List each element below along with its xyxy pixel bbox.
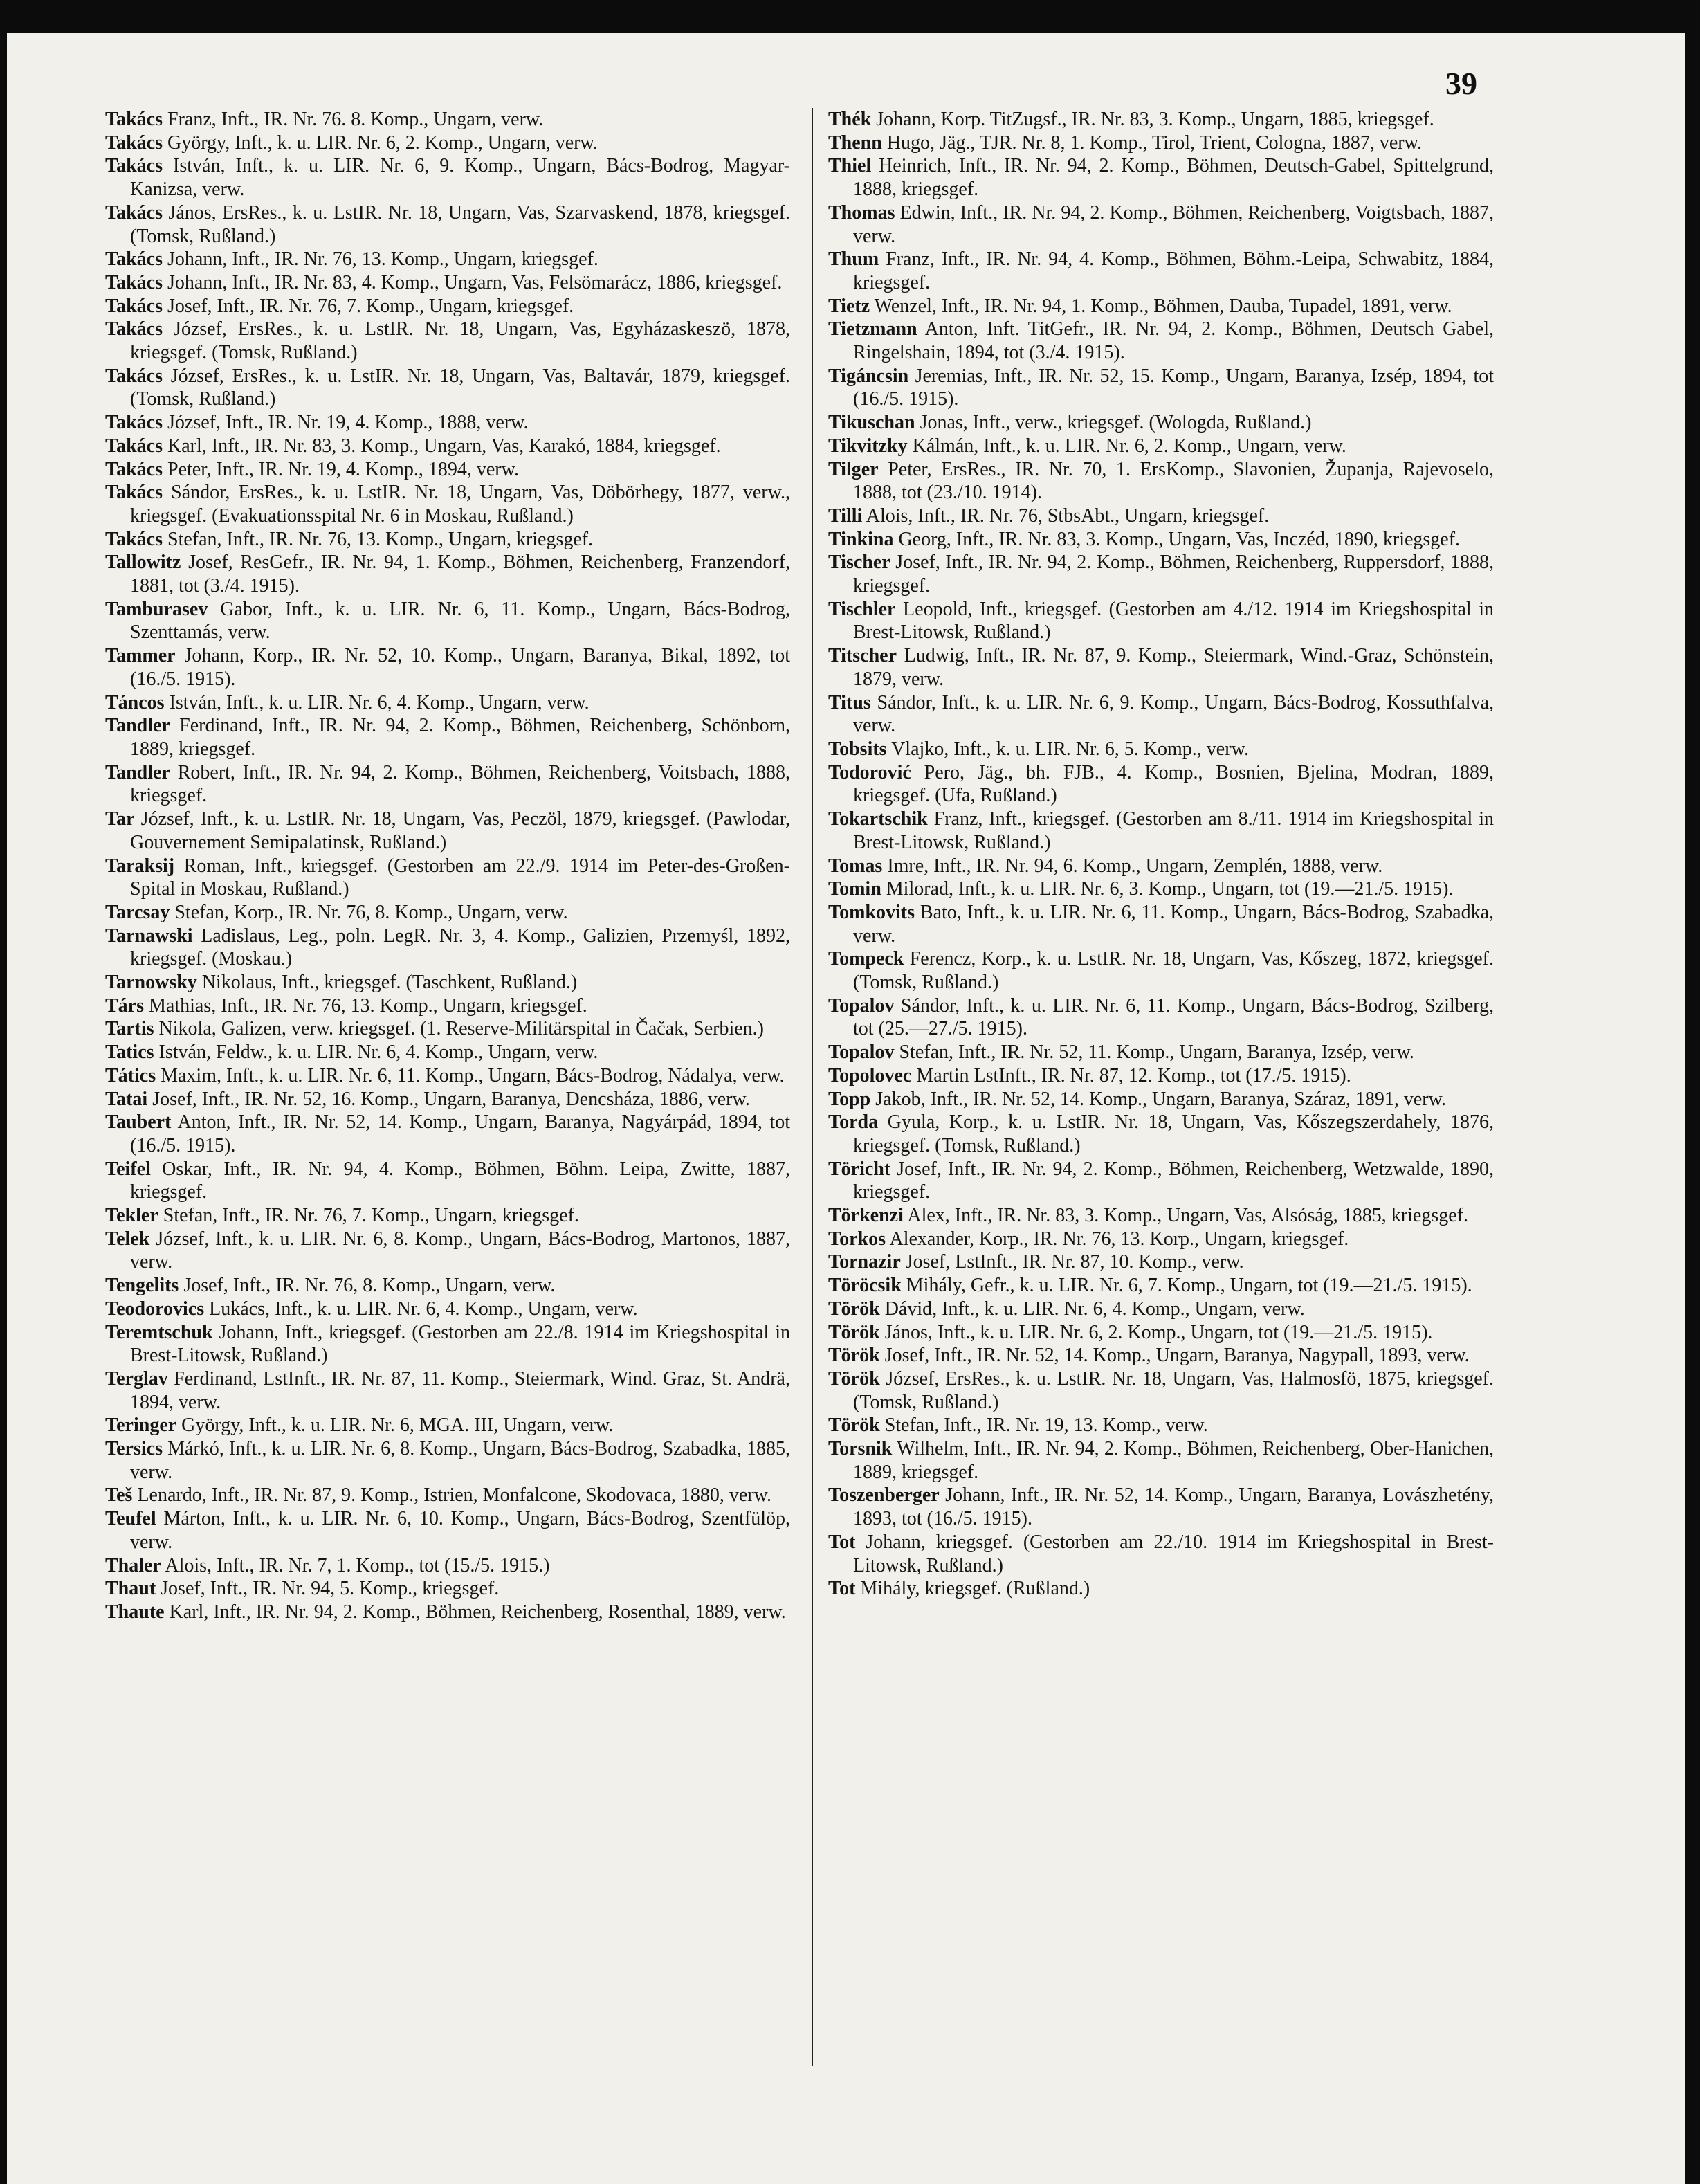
entry-details: Franz, Inft., kriegsgef. (Gestorben am 8./11. 1914 im Kriegshospital in Brest-Litowsk, Rußland.) [853, 808, 1494, 853]
casualty-entry [828, 458, 1494, 504]
casualty-entry [105, 1554, 790, 1578]
casualty-entry [828, 108, 1494, 131]
casualty-entry [105, 598, 790, 644]
casualty-entry [828, 1298, 1494, 1321]
entry-details: István, Inft., k. u. LIR. Nr. 6, 4. Komp., Ungarn, verw. [164, 691, 589, 713]
surname: Tikvitzky [828, 435, 908, 457]
surname: Takács [105, 528, 163, 550]
entry-details: Stefan, Inft., IR. Nr. 76, 7. Komp., Ungarn, kriegsgef. [158, 1205, 579, 1227]
entry-details: György, Inft., k. u. LIR. Nr. 6, MGA. III, Ungarn, verw. [176, 1414, 614, 1437]
entry-details: Stefan, Inft., IR. Nr. 76, 13. Komp., Ungarn, kriegsgef. [163, 528, 594, 550]
surname: Takács [105, 295, 163, 317]
casualty-entry [105, 458, 790, 482]
surname: Török [828, 1298, 880, 1320]
surname: Takács [105, 109, 163, 130]
left-column [105, 108, 790, 1624]
entry-details: Stefan, Inft., IR. Nr. 52, 11. Komp., Ungarn, Baranya, Izsép, verw. [894, 1041, 1414, 1064]
casualty-entry [105, 365, 790, 411]
casualty-entry [828, 201, 1494, 248]
entry-details: Josef, Inft., IR. Nr. 94, 2. Komp., Böhmen, Reichenberg, Ruppersdorf, 1888, kriegsgef. [853, 552, 1494, 597]
casualty-entry [105, 808, 790, 854]
surname: Tinkina [828, 528, 894, 550]
casualty-entry [828, 504, 1494, 528]
surname: Teš [105, 1484, 133, 1507]
entry-details: József, ErsRes., k. u. LstIR. Nr. 18, Ungarn, Vas, Baltavár, 1879, kriegsgef. (Tomsk, Rußland.) [130, 365, 790, 410]
entry-details: Stefan, Korp., IR. Nr. 76, 8. Komp., Ungarn, verw. [170, 901, 568, 923]
casualty-entry [828, 1437, 1494, 1484]
surname: Török [828, 1321, 880, 1343]
surname: Tartis [105, 1018, 154, 1040]
surname: Török [828, 1367, 880, 1390]
entry-details: Jakob, Inft., IR. Nr. 52, 14. Komp., Ungarn, Baranya, Száraz, 1891, verw. [870, 1088, 1447, 1110]
surname: Thum [828, 248, 879, 271]
surname: Takács [105, 482, 163, 504]
entry-details: Sándor, ErsRes., k. u. LstIR. Nr. 18, Ungarn, Vas, Döbörhegy, 1877, verw., kriegsgef. (Evakuationsspital Nr. 6 in Moskau, Rußland.) [130, 482, 790, 527]
entry-details: József, Inft., k. u. LIR. Nr. 6, 8. Komp., Ungarn, Bács-Bodrog, Martonos, 1887, verw. [130, 1228, 790, 1273]
entry-details: Imre, Inft., IR. Nr. 94, 6. Komp., Ungarn, Zemplén, 1888, verw. [882, 855, 1383, 877]
surname: Tigáncsin [828, 365, 909, 387]
casualty-entry [828, 1577, 1494, 1601]
column-divider [812, 108, 813, 2066]
entry-details: Johann, kriegsgef. (Gestorben am 22./10. 1914 im Kriegshospital in Brest-Litowsk, Rußland.) [853, 1531, 1494, 1576]
surname: Takács [105, 248, 163, 271]
surname: Takács [105, 201, 163, 224]
casualty-entry [105, 1437, 790, 1484]
surname: Tarnawski [105, 925, 193, 947]
casualty-entry [105, 1064, 790, 1088]
casualty-entry [105, 1041, 790, 1064]
casualty-entry [828, 318, 1494, 364]
surname: Thaut [105, 1578, 156, 1600]
surname: Tikuschan [828, 412, 915, 434]
casualty-entry [828, 598, 1494, 644]
entry-details: Mihály, kriegsgef. (Rußland.) [855, 1578, 1090, 1600]
surname: Teringer [105, 1414, 177, 1437]
casualty-entry [828, 1228, 1494, 1251]
surname: Tarcsay [105, 901, 170, 923]
entry-details: Kálmán, Inft., k. u. LIR. Nr. 6, 2. Komp., Ungarn, verw. [907, 435, 1346, 457]
document-page [7, 33, 1685, 2184]
entry-details: Georg, Inft., IR. Nr. 83, 3. Komp., Ungarn, Vas, Inczéd, 1890, kriegsgef. [893, 528, 1461, 550]
surname: Takács [105, 155, 163, 177]
surname: Tomkovits [828, 901, 915, 923]
casualty-entry [828, 738, 1494, 761]
casualty-entry [105, 528, 790, 552]
surname: Takács [105, 131, 163, 154]
casualty-entry [105, 925, 790, 971]
entry-details: Franz, Inft., IR. Nr. 76. 8. Komp., Ungarn, verw. [163, 109, 544, 130]
casualty-entry [105, 1414, 790, 1437]
surname: Thaler [105, 1554, 161, 1576]
entry-details: Alois, Inft., IR. Nr. 76, StbsAbt., Ungarn, kriegsgef. [862, 504, 1270, 527]
entry-details: Heinrich, Inft., IR. Nr. 94, 2. Komp., Böhmen, Deutsch-Gabel, Spittelgrund, 1888, kriegsgef. [853, 155, 1494, 201]
casualty-entry [105, 1111, 790, 1157]
casualty-entry [828, 1344, 1494, 1367]
surname: Török [828, 1345, 880, 1367]
entry-details: Ludwig, Inft., IR. Nr. 87, 9. Komp., Steiermark, Wind.-Graz, Schönstein, 1879, verw. [853, 645, 1494, 690]
surname: Takács [105, 365, 163, 387]
surname: Tomas [828, 855, 883, 877]
casualty-entry [105, 1158, 790, 1204]
casualty-entry [105, 108, 790, 131]
entry-details: Ferencz, Korp., k. u. LstIR. Nr. 18, Ungarn, Vas, Kőszeg, 1872, kriegsgef. (Tomsk, Rußland.) [853, 948, 1494, 994]
surname: Tot [828, 1531, 856, 1553]
entry-details: Karl, Inft., IR. Nr. 94, 2. Komp., Böhmen, Reichenberg, Rosenthal, 1889, verw. [164, 1601, 786, 1623]
surname: Tarnowsky [105, 972, 197, 994]
casualty-entry [828, 1367, 1494, 1414]
surname: Törkenzi [828, 1205, 904, 1227]
surname: Topalov [828, 994, 895, 1017]
casualty-entry [105, 1204, 790, 1228]
entry-details: Mathias, Inft., IR. Nr. 76, 13. Komp., Ungarn, kriegsgef. [144, 994, 587, 1017]
surname: Terglav [105, 1367, 168, 1390]
casualty-entry [105, 1321, 790, 1367]
entry-details: Stefan, Inft., IR. Nr. 19, 13. Komp., verw. [879, 1414, 1208, 1437]
entry-details: József, ErsRes., k. u. LstIR. Nr. 18, Ungarn, Vas, Halmosfö, 1875, kriegsgef. (Tomsk, Rußland.) [853, 1367, 1494, 1413]
casualty-entry [828, 1088, 1494, 1111]
surname: Töricht [828, 1158, 891, 1180]
casualty-entry [828, 1414, 1494, 1437]
entry-details: Dávid, Inft., k. u. LIR. Nr. 6, 4. Komp., Ungarn, verw. [879, 1298, 1305, 1320]
surname: Teodorovics [105, 1298, 205, 1320]
casualty-entry [828, 994, 1494, 1041]
surname: Tilger [828, 458, 879, 480]
entry-details: Anton, Inft. TitGefr., IR. Nr. 94, 2. Komp., Böhmen, Deutsch Gabel, Ringelshain, 1894, tot (3./4. 1915). [853, 318, 1494, 364]
entry-details: Josef, Inft., IR. Nr. 76, 8. Komp., Ungarn, verw. [179, 1275, 556, 1297]
entry-details: Jonas, Inft., verw., kriegsgef. (Wologda, Rußland.) [915, 412, 1312, 434]
surname: Társ [105, 994, 144, 1017]
surname: Thék [828, 109, 872, 130]
casualty-entry [828, 1484, 1494, 1530]
casualty-entry [828, 947, 1494, 994]
casualty-entry [828, 1064, 1494, 1088]
surname: Taubert [105, 1111, 172, 1134]
surname: Tandler [105, 715, 170, 737]
entry-details: Robert, Inft., IR. Nr. 94, 2. Komp., Böhmen, Reichenberg, Voitsbach, 1888, kriegsgef. [130, 761, 790, 807]
casualty-entry [828, 691, 1494, 738]
surname: Tátics [105, 1064, 156, 1086]
casualty-entry [828, 1158, 1494, 1204]
entry-details: Bato, Inft., k. u. LIR. Nr. 6, 11. Komp., Ungarn, Bács-Bodrog, Szabadka, verw. [853, 901, 1494, 947]
surname: Tompeck [828, 948, 904, 970]
surname: Tengelits [105, 1275, 179, 1297]
entry-details: Ferdinand, LstInft., IR. Nr. 87, 11. Komp., Steiermark, Wind. Graz, St. Andrä, 1894, verw. [130, 1367, 790, 1413]
entry-details: József, ErsRes., k. u. LstIR. Nr. 18, Ungarn, Vas, Egyházaskeszö, 1878, kriegsgef. (Tomsk, Rußland.) [130, 318, 790, 364]
casualty-entry [105, 1017, 790, 1041]
entry-details: Gyula, Korp., k. u. LstIR. Nr. 18, Ungarn, Vas, Kőszegszerdahely, 1876, kriegsgef. (Tomsk, Rußland.) [853, 1111, 1494, 1156]
surname: Táncos [105, 691, 165, 713]
entry-details: Nikola, Galizen, verw. kriegsgef. (1. Reserve-Militärspital in Čačak, Serbien.) [154, 1018, 764, 1040]
entry-details: István, Inft., k. u. LIR. Nr. 6, 9. Komp., Ungarn, Bács-Bodrog, Magyar-Kanizsa, verw. [130, 155, 790, 201]
entry-details: Alexander, Korp., IR. Nr. 76, 13. Korp., Ungarn, kriegsgef. [886, 1228, 1349, 1250]
casualty-entry [105, 691, 790, 715]
casualty-entry [828, 295, 1494, 318]
casualty-entry [105, 761, 790, 808]
entry-details: Sándor, Inft., k. u. LIR. Nr. 6, 11. Komp., Ungarn, Bács-Bodrog, Szilberg, tot (25.—27./5. 1915). [853, 994, 1494, 1040]
entry-details: Leopold, Inft., kriegsgef. (Gestorben am 4./12. 1914 im Kriegshospital in Brest-Litowsk, Rußland.) [853, 598, 1494, 644]
entry-details: Pero, Jäg., bh. FJB., 4. Komp., Bosnien, Bjelina, Modran, 1889, kriegsgef. (Ufa, Rußland.) [853, 761, 1494, 807]
surname: Tekler [105, 1205, 158, 1227]
casualty-entry [105, 644, 790, 691]
casualty-entry [828, 1204, 1494, 1228]
surname: Tot [828, 1578, 856, 1600]
casualty-entry [828, 551, 1494, 597]
entry-details: Johann, Korp., IR. Nr. 52, 10. Komp., Ungarn, Baranya, Bikal, 1892, tot (16./5. 1915). [130, 645, 790, 690]
entry-details: Johann, Inft., IR. Nr. 52, 14. Komp., Ungarn, Baranya, Lovászhetény, 1893, tot (16./5. 1915). [853, 1484, 1494, 1530]
surname: Tammer [105, 645, 176, 667]
entry-details: Ferdinand, Inft., IR. Nr. 94, 2. Komp., Böhmen, Reichenberg, Schönborn, 1889, kriegsgef. [130, 715, 790, 760]
entry-details: Sándor, Inft., k. u. LIR. Nr. 6, 9. Komp., Ungarn, Bács-Bodrog, Kossuthfalva, verw. [853, 691, 1494, 737]
entry-details: Lukács, Inft., k. u. LIR. Nr. 6, 4. Komp., Ungarn, verw. [204, 1298, 638, 1320]
entry-details: Vlajko, Inft., k. u. LIR. Nr. 6, 5. Komp., verw. [886, 738, 1249, 760]
surname: Tersics [105, 1438, 163, 1460]
surname: Tomin [828, 878, 881, 900]
surname: Topalov [828, 1041, 895, 1064]
casualty-entry [828, 761, 1494, 808]
surname: Toszenberger [828, 1484, 940, 1507]
surname: Takács [105, 458, 163, 480]
casualty-entry [828, 411, 1494, 435]
surname: Teufel [105, 1508, 156, 1530]
entry-details: Johann, Inft., IR. Nr. 83, 4. Komp., Ungarn, Vas, Felsömarácz, 1886, kriegsgef. [163, 271, 783, 293]
surname: Tornazir [828, 1251, 901, 1273]
casualty-entry [105, 295, 790, 318]
casualty-entry [105, 1298, 790, 1321]
surname: Tietz [828, 295, 870, 317]
surname: Tatics [105, 1041, 154, 1064]
casualty-entry [828, 365, 1494, 411]
casualty-entry [105, 131, 790, 155]
casualty-entry [828, 877, 1494, 901]
casualty-entry [105, 248, 790, 271]
entry-details: János, Inft., k. u. LIR. Nr. 6, 2. Komp., Ungarn, tot (19.—21./5. 1915). [879, 1321, 1433, 1343]
entry-details: Nikolaus, Inft., kriegsgef. (Taschkent, Rußland.) [196, 972, 578, 994]
casualty-entry [105, 855, 790, 901]
entry-details: Josef, Inft., IR. Nr. 52, 16. Komp., Ungarn, Baranya, Dencsháza, 1886, verw. [147, 1088, 750, 1110]
entry-details: Martin LstInft., IR. Nr. 87, 12. Komp., tot (17./5. 1915). [911, 1064, 1351, 1086]
casualty-entry [828, 901, 1494, 947]
casualty-entry [828, 808, 1494, 854]
casualty-entry [828, 1531, 1494, 1577]
casualty-entry [105, 1088, 790, 1111]
surname: Thomas [828, 201, 895, 224]
entry-details: Wilhelm, Inft., IR. Nr. 94, 2. Komp., Böhmen, Reichenberg, Ober-Hanichen, 1889, kriegsgef. [853, 1438, 1494, 1483]
entry-details: Jeremias, Inft., IR. Nr. 52, 15. Komp., Ungarn, Baranya, Izsép, 1894, tot (16./5. 1915). [853, 365, 1494, 410]
surname: Tandler [105, 761, 170, 783]
casualty-entry [105, 271, 790, 295]
surname: Taraksij [105, 855, 175, 877]
surname: Thenn [828, 131, 882, 154]
entry-details: Gabor, Inft., k. u. LIR. Nr. 6, 11. Komp., Ungarn, Bács-Bodrog, Szenttamás, verw. [130, 598, 790, 644]
entry-details: György, Inft., k. u. LIR. Nr. 6, 2. Komp., Ungarn, verw. [163, 131, 598, 154]
surname: Takács [105, 412, 163, 434]
casualty-entry [828, 855, 1494, 878]
casualty-entry [828, 1250, 1494, 1274]
casualty-entry [105, 1601, 790, 1624]
surname: Tar [105, 808, 135, 830]
casualty-entry [828, 1041, 1494, 1064]
entry-details: Lenardo, Inft., IR. Nr. 87, 9. Komp., Istrien, Monfalcone, Skodovaca, 1880, verw. [132, 1484, 771, 1507]
casualty-entry [105, 1507, 790, 1554]
casualty-entry [828, 528, 1494, 552]
casualty-entry [828, 644, 1494, 691]
casualty-entry [105, 901, 790, 925]
casualty-entry [105, 994, 790, 1018]
surname: Tischler [828, 598, 896, 620]
casualty-entry [828, 435, 1494, 458]
entry-details: Josef, Inft., IR. Nr. 94, 5. Komp., kriegsgef. [156, 1578, 500, 1600]
entry-details: Wenzel, Inft., IR. Nr. 94, 1. Komp., Böhmen, Dauba, Tupadel, 1891, verw. [870, 295, 1452, 317]
casualty-entry [828, 1274, 1494, 1298]
entry-details: Ladislaus, Leg., poln. LegR. Nr. 3, 4. Komp., Galizien, Przemyśl, 1892, kriegsgef. (Moskau.) [130, 925, 790, 970]
casualty-entry [105, 971, 790, 994]
casualty-entry [828, 131, 1494, 155]
surname: Töröcsik [828, 1275, 902, 1297]
casualty-entry [105, 411, 790, 435]
surname: Török [828, 1414, 880, 1437]
surname: Tietzmann [828, 318, 917, 340]
casualty-entry [105, 1367, 790, 1414]
right-column [828, 108, 1494, 1601]
entry-details: Alex, Inft., IR. Nr. 83, 3. Komp., Ungarn, Vas, Alsóság, 1885, kriegsgef. [903, 1205, 1468, 1227]
entry-details: Franz, Inft., IR. Nr. 94, 4. Komp., Böhmen, Böhm.-Leipa, Schwabitz, 1884, kriegsgef. [853, 248, 1494, 293]
surname: Topolovec [828, 1064, 912, 1086]
surname: Telek [105, 1228, 150, 1250]
surname: Titus [828, 691, 871, 713]
entry-details: Peter, ErsRes., IR. Nr. 70, 1. ErsKomp., Slavonien, Županja, Rajevoselo, 1888, tot (23./10. 1914). [853, 458, 1494, 504]
entry-details: János, ErsRes., k. u. LstIR. Nr. 18, Ungarn, Vas, Szarvaskend, 1878, kriegsgef. (Tomsk, Rußland.) [130, 201, 790, 247]
surname: Tischer [828, 552, 890, 574]
entry-details: Edwin, Inft., IR. Nr. 94, 2. Komp., Böhmen, Reichenberg, Voigtsbach, 1887, verw. [853, 201, 1494, 247]
surname: Thaute [105, 1601, 165, 1623]
casualty-entry [105, 481, 790, 527]
surname: Torda [828, 1111, 879, 1134]
casualty-entry [105, 318, 790, 364]
entry-details: Karl, Inft., IR. Nr. 83, 3. Komp., Ungarn, Vas, Karakó, 1884, kriegsgef. [163, 435, 721, 457]
entry-details: József, Inft., k. u. LstIR. Nr. 18, Ungarn, Vas, Peczöl, 1879, kriegsgef. (Pawlodar, Gouvernement Semipalatinsk, Rußland.) [130, 808, 790, 853]
casualty-entry [828, 154, 1494, 201]
casualty-entry [828, 1111, 1494, 1157]
surname: Tobsits [828, 738, 887, 760]
entry-details: István, Feldw., k. u. LIR. Nr. 6, 4. Komp., Ungarn, verw. [154, 1041, 598, 1064]
entry-details: József, Inft., IR. Nr. 19, 4. Komp., 1888, verw. [163, 412, 529, 434]
entry-details: Alois, Inft., IR. Nr. 7, 1. Komp., tot (15./5. 1915.) [161, 1554, 550, 1576]
surname: Takács [105, 318, 163, 340]
entry-details: Johann, Inft., IR. Nr. 76, 13. Komp., Ungarn, kriegsgef. [163, 248, 598, 271]
casualty-entry [105, 1274, 790, 1298]
entry-details: Mihály, Gefr., k. u. LIR. Nr. 6, 7. Komp., Ungarn, tot (19.—21./5. 1915). [901, 1275, 1472, 1297]
surname: Takács [105, 271, 163, 293]
entry-details: Hugo, Jäg., TJR. Nr. 8, 1. Komp., Tirol, Trient, Cologna, 1887, verw. [881, 131, 1422, 154]
entry-details: Maxim, Inft., k. u. LIR. Nr. 6, 11. Komp., Ungarn, Bács-Bodrog, Nádalya, verw. [156, 1064, 785, 1086]
casualty-entry [105, 551, 790, 597]
entry-details: Márton, Inft., k. u. LIR. Nr. 6, 10. Komp., Ungarn, Bács-Bodrog, Szentfülöp, verw. [130, 1508, 790, 1553]
entry-details: Josef, Inft., IR. Nr. 76, 7. Komp., Ungarn, kriegsgef. [163, 295, 574, 317]
surname: Teremtschuk [105, 1321, 213, 1343]
surname: Tamburasev [105, 598, 208, 620]
casualty-entry [105, 1228, 790, 1274]
casualty-entry [105, 714, 790, 761]
surname: Tatai [105, 1088, 148, 1110]
casualty-entry [105, 201, 790, 248]
page-number: 39 [1445, 66, 1477, 101]
entry-details: Milorad, Inft., k. u. LIR. Nr. 6, 3. Komp., Ungarn, tot (19.—21./5. 1915). [881, 878, 1454, 900]
surname: Tallowitz [105, 552, 181, 574]
surname: Tokartschik [828, 808, 928, 830]
surname: Torsnik [828, 1438, 893, 1460]
entry-details: Josef, Inft., IR. Nr. 94, 2. Komp., Böhmen, Reichenberg, Wetzwalde, 1890, kriegsgef. [853, 1158, 1494, 1203]
surname: Takács [105, 435, 163, 457]
entry-details: Johann, Korp. TitZugsf., IR. Nr. 83, 3. Komp., Ungarn, 1885, kriegsgef. [871, 109, 1434, 130]
entry-details: Josef, Inft., IR. Nr. 52, 14. Komp., Ungarn, Baranya, Nagypall, 1893, verw. [879, 1345, 1470, 1367]
surname: Teifel [105, 1158, 151, 1180]
casualty-entry [105, 154, 790, 201]
surname: Todorović [828, 761, 911, 783]
surname: Tilli [828, 504, 863, 527]
entry-details: Roman, Inft., kriegsgef. (Gestorben am 22./9. 1914 im Peter-des-Großen-Spital in Moskau, Rußland.) [130, 855, 790, 900]
entry-details: Peter, Inft., IR. Nr. 19, 4. Komp., 1894, verw. [163, 458, 520, 480]
casualty-entry [105, 435, 790, 458]
entry-details: Anton, Inft., IR. Nr. 52, 14. Komp., Ungarn, Baranya, Nagyárpád, 1894, tot (16./5. 1915). [130, 1111, 790, 1156]
surname: Topp [828, 1088, 871, 1110]
casualty-entry [105, 1577, 790, 1601]
entry-details: Josef, ResGefr., IR. Nr. 94, 1. Komp., Böhmen, Reichenberg, Franzendorf, 1881, tot (3./4. 1915). [130, 552, 790, 597]
casualty-entry [828, 248, 1494, 294]
surname: Titscher [828, 645, 897, 667]
surname: Thiel [828, 155, 872, 177]
casualty-entry [105, 1484, 790, 1507]
entry-details: Josef, LstInft., IR. Nr. 87, 10. Komp., verw. [900, 1251, 1244, 1273]
casualty-entry [828, 1321, 1494, 1345]
entry-details: Johann, Inft., kriegsgef. (Gestorben am 22./8. 1914 im Kriegshospital in Brest-Litowsk, Rußland.) [130, 1321, 790, 1367]
entry-details: Oskar, Inft., IR. Nr. 94, 4. Komp., Böhmen, Böhm. Leipa, Zwitte, 1887, kriegsgef. [130, 1158, 790, 1203]
entry-details: Márkó, Inft., k. u. LIR. Nr. 6, 8. Komp., Ungarn, Bács-Bodrog, Szabadka, 1885, verw. [130, 1438, 790, 1483]
surname: Torkos [828, 1228, 886, 1250]
